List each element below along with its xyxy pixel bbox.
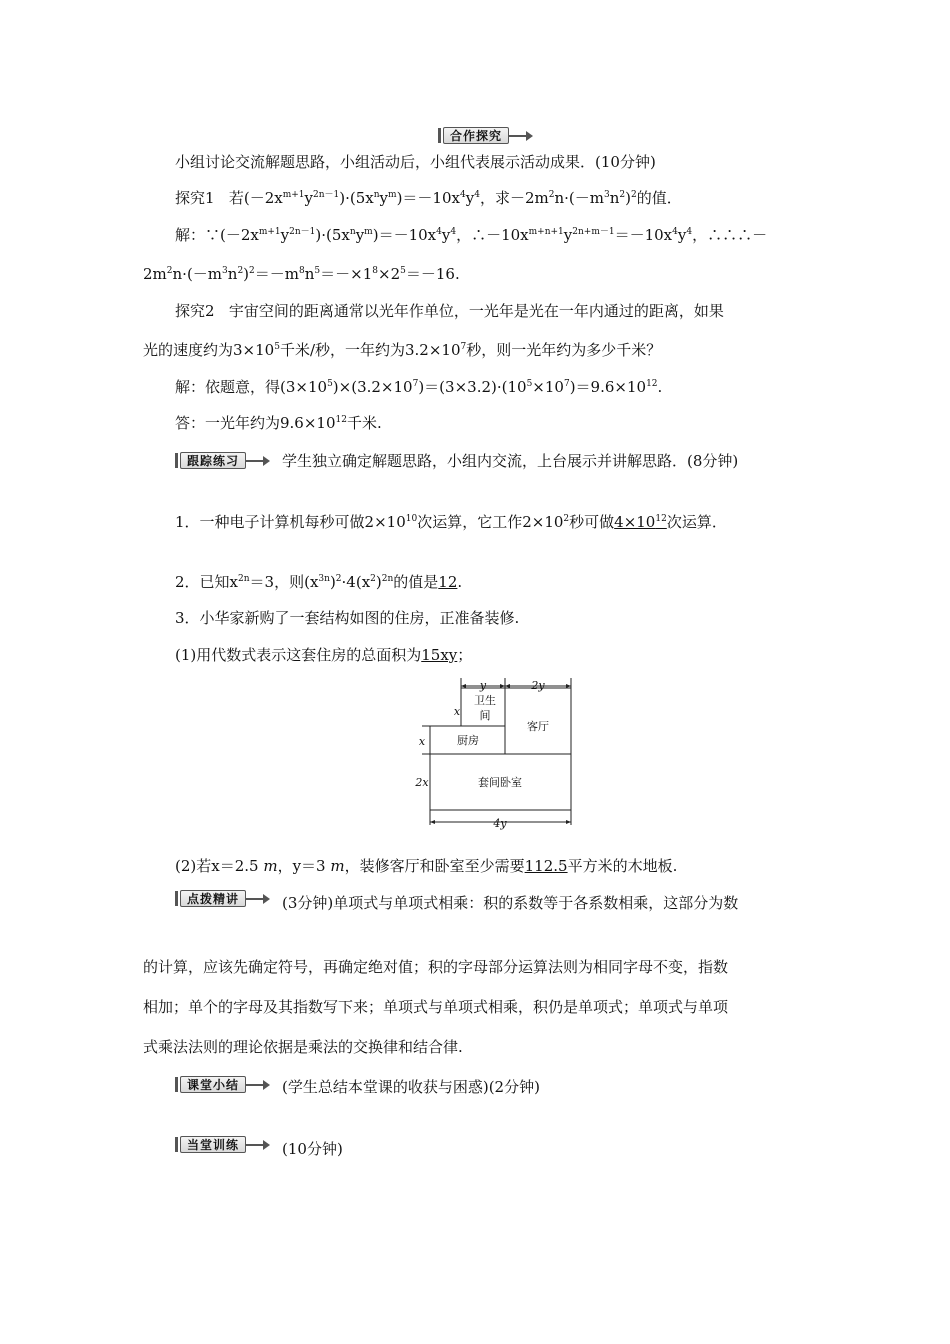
dim-2y-label: 2y — [531, 679, 545, 692]
intro-text: 小组讨论交流解题思路，小组活动后，小组代表展示活动成果．(10分钟) — [175, 153, 656, 171]
practice-intro: 学生独立确定解题思路，小组内交流，上台展示并讲解思路．(8分钟) — [282, 452, 739, 470]
explore1-question: 探究1 若$(-2x^{m+1}y^{2n-1})\cdot(5x^ny^m)=-10x^4y^4$，求$-2m^2n\cdot(-m^3n^2)^2$的值． — [175, 189, 682, 207]
kitchen-label: 厨房 — [457, 734, 479, 747]
wc-label-line2: 间 — [479, 709, 491, 722]
xiaojie-text: (学生总结本堂课的收获与困惑)(2分钟) — [282, 1078, 540, 1096]
wc-label-line1: 卫生 — [474, 694, 496, 707]
floor-plan-diagram — [410, 678, 580, 830]
dianbo-line3: 相加；单个的字母及其指数写下来；单项式与单项式相乘，积仍是单项式；单项式与单项 — [143, 998, 729, 1016]
xunlian-text: (10分钟) — [282, 1140, 343, 1158]
answer-1: $4\times 10^{12}$ — [614, 513, 667, 531]
dim-y-label: y — [479, 679, 487, 692]
practice-item-3: 3．小华家新购了一套结构如图的住房，正准备装修. — [175, 609, 520, 627]
dianbo-line2: 的计算，应该先确定符号，再确定绝对值；积的字母部分运算法则为相同字母不变，指数 — [143, 958, 729, 976]
section-badge-dianbo: 点拨精讲 — [175, 889, 268, 908]
answer-3-1: 15xy — [421, 646, 458, 664]
answer-2: 12 — [438, 573, 458, 591]
practice-item-2: 2．已知$x^{2n}=3$，则$(x^{3n})^2\cdot 4(x^2)^{2n}$的值是12. — [175, 573, 463, 591]
practice-item-3-sub1: (1)用代数式表示这套住房的总面积为15xy； — [175, 646, 473, 664]
practice-item-3-sub2: (2)若x＝2.5 m，y＝3 m，装修客厅和卧室至少需要112.5平方米的木地板. — [175, 857, 678, 875]
section-badge-xunlian: 当堂训练 — [175, 1135, 268, 1154]
dianbo-line4: 式乘法法则的理论依据是乘法的交换律和结合律. — [143, 1038, 463, 1056]
explore2-question-line2: 光的速度约为$3\times 10^5$千米/秒，一年约为$3.2\times 10^7$秒，则一光年约为多少千米？ — [143, 341, 662, 359]
section-badge-genzong: 跟踪练习 — [175, 451, 268, 470]
dim-2x-label: 2x — [415, 776, 429, 789]
dim-x-wc-label: x — [453, 705, 461, 718]
bedroom-label: 套间卧室 — [478, 776, 522, 789]
explore1-solution-line2: $2m^2n\cdot(-m^3n^2)^2=-m^8n^5=-\times 1^8\times 2^5=-16$. — [143, 265, 460, 283]
explore2-solution: 解：依题意，得$(3\times 10^5)\times(3.2\times 10^7)=(3\times 3.2)\cdot(10^5\times 10^7)=9.6\times 10^{12}$. — [175, 378, 663, 396]
section-badge-xiaojie: 课堂小结 — [175, 1075, 268, 1094]
practice-item-1: 1．一种电子计算机每秒可做$2\times 10^{10}$次运算，它工作$2\times 10^2$秒可做$4\times 10^{12}$次运算． — [175, 513, 727, 531]
explore1-solution-line1: 解：$\because(-2x^{m+1}y^{2n-1})\cdot(5x^ny^m)=-10x^4y^4$，$\therefore-10x^{m+n+1}y^{2n+m-1}=-10x^4y^4$，∴∴∴－ — [175, 226, 768, 244]
living-room-label: 客厅 — [527, 720, 549, 733]
explore2-question-line1: 探究2 宇宙空间的距离通常以光年作单位，一光年是光在一年内通过的距离，如果 — [175, 302, 724, 320]
dianbo-line1: (3分钟)单项式与单项式相乘：积的系数等于各系数相乘，这部分为数 — [282, 894, 739, 912]
dim-x-kitchen-label: x — [418, 735, 426, 748]
answer-3-2: 112.5 — [524, 857, 568, 875]
section-badge-hezuo: 合作探究 — [438, 126, 531, 145]
explore2-answer: 答：一光年约为$9.6\times 10^{12}$千米. — [175, 414, 382, 432]
dim-4y-label: 4y — [493, 817, 507, 830]
